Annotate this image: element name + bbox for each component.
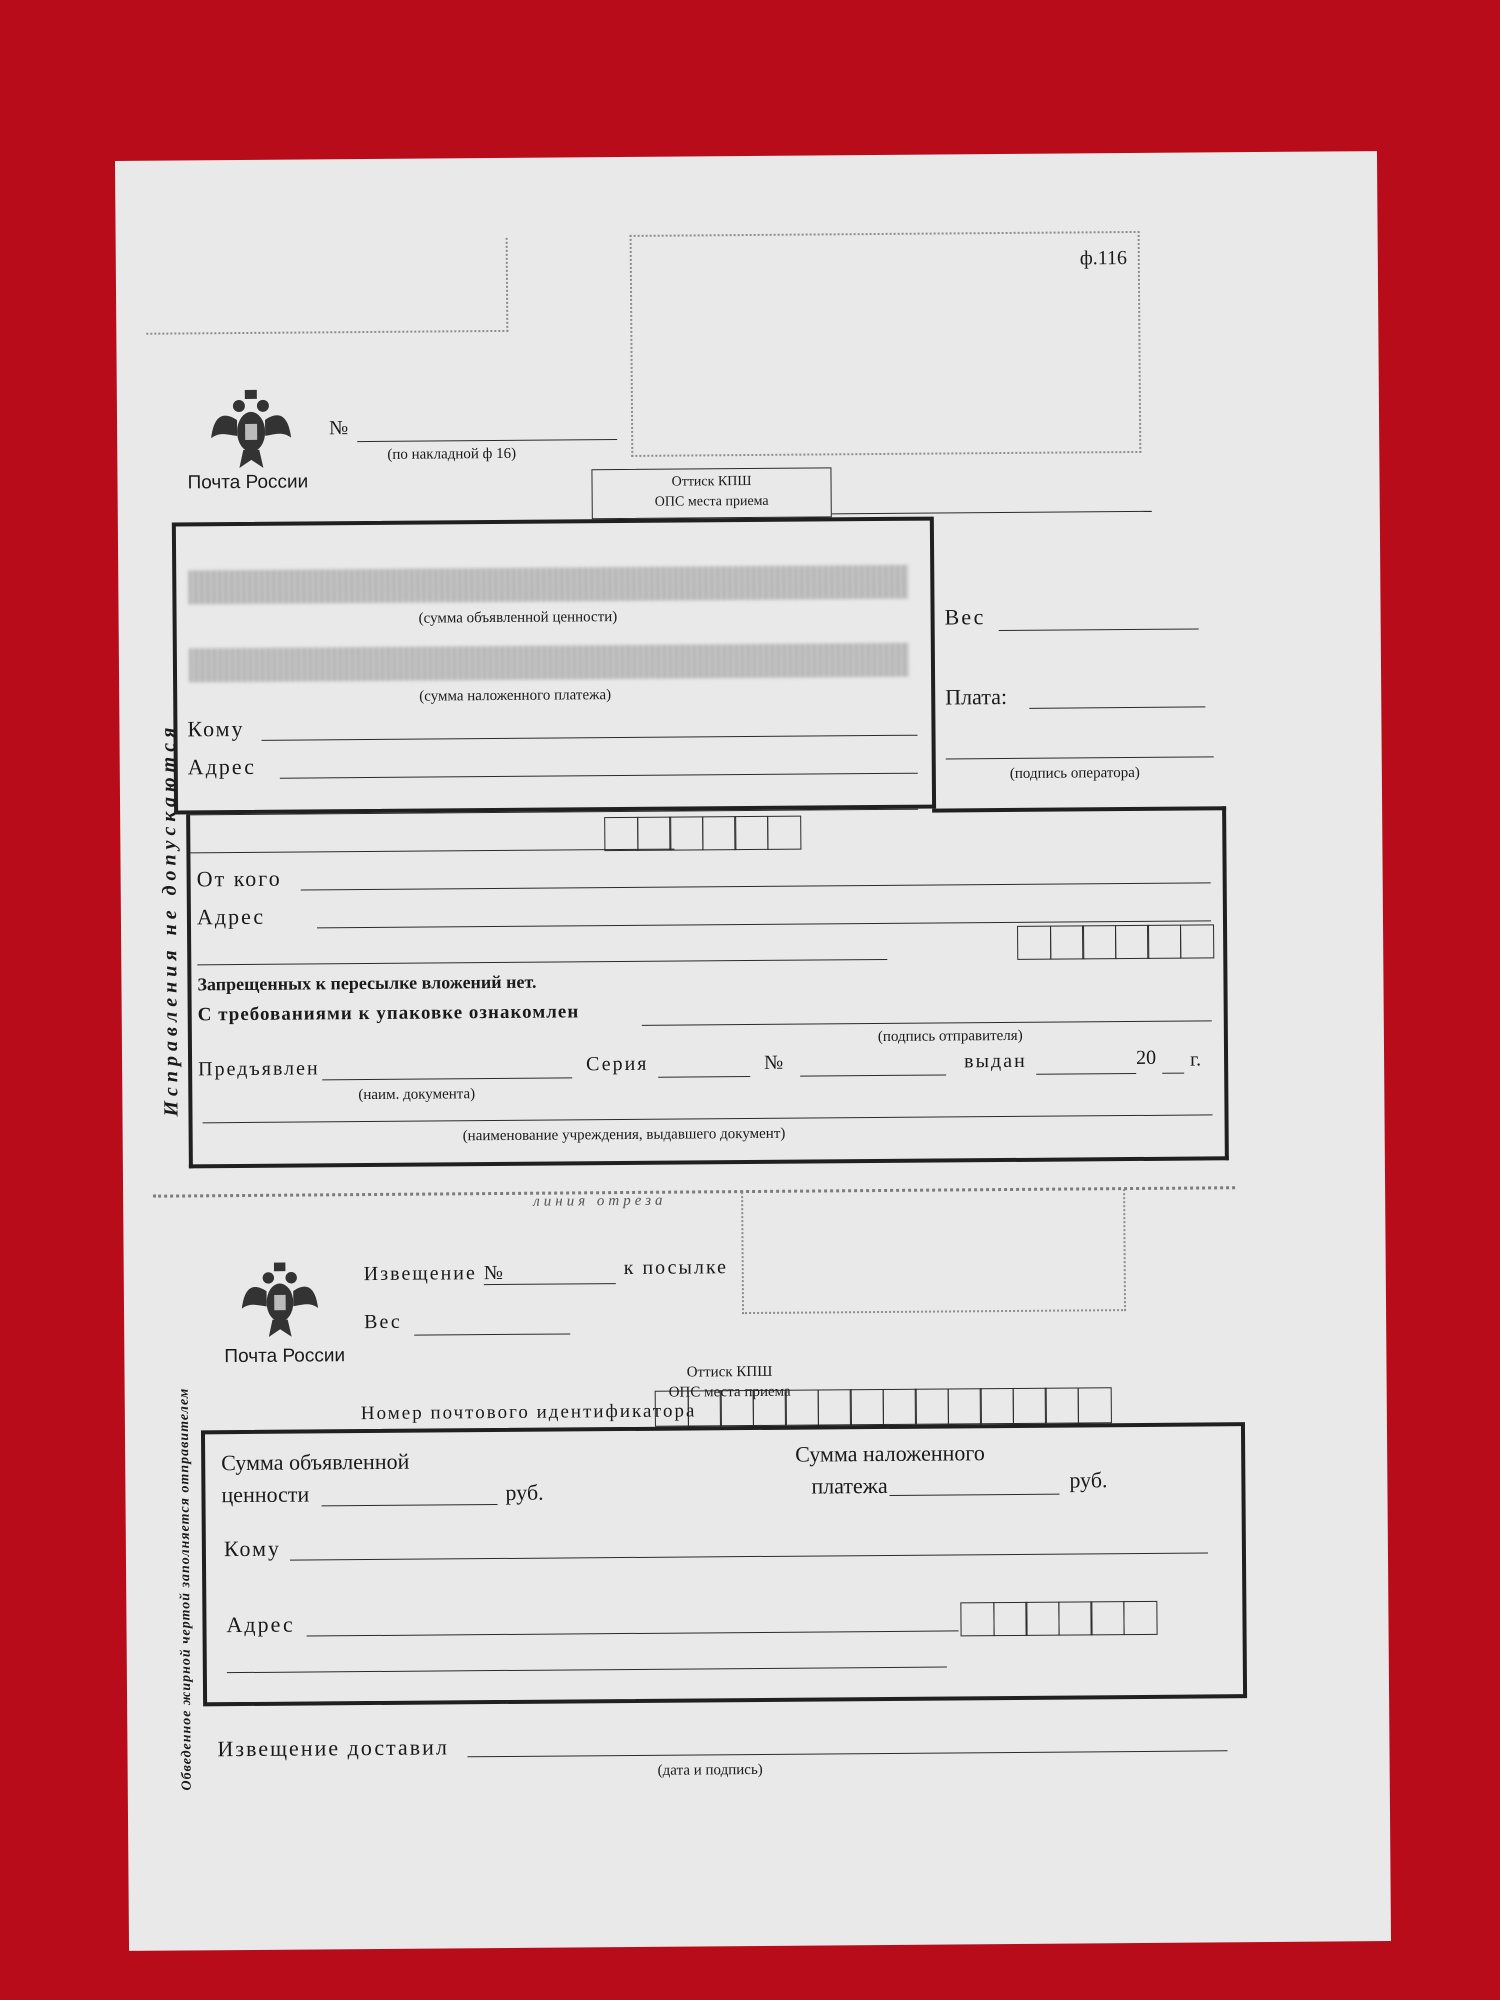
doc-number-label: № <box>764 1051 784 1074</box>
weight-line[interactable] <box>999 628 1199 631</box>
delivered-caption: (дата и подпись) <box>657 1761 763 1779</box>
form-code: ф.116 <box>1079 247 1128 270</box>
weight-label: Вес <box>944 604 986 630</box>
delivered-label: Извещение доставил <box>217 1734 449 1762</box>
postal-id-label: Номер почтового идентификатора <box>360 1400 697 1425</box>
notice-declared-label-2: ценности <box>221 1481 310 1508</box>
sender-sign-caption: (подпись отправителя) <box>877 1027 1023 1046</box>
year-line[interactable] <box>1162 1073 1184 1074</box>
notice-weight-line[interactable] <box>414 1333 570 1335</box>
postal-form-sheet <box>115 151 1391 1951</box>
notice-stamp-dotted-area <box>741 1189 1126 1314</box>
declared-value-field[interactable] <box>188 565 908 605</box>
waybill-number-caption: (по накладной ф 16) <box>387 445 517 463</box>
issued-label: выдан <box>964 1049 1027 1073</box>
notice-postcode-cells[interactable] <box>960 1601 1157 1637</box>
operator-sign-line[interactable] <box>946 756 1214 759</box>
postal-id-cells[interactable] <box>655 1387 1112 1427</box>
top-right-dotted-area <box>630 231 1142 457</box>
doc-name-caption: (наим. документа) <box>358 1086 476 1104</box>
notice-to-label: Кому <box>223 1535 282 1562</box>
sender-address-label: Адрес <box>196 903 266 930</box>
year-label: 20 <box>1135 1046 1157 1069</box>
notice-declared-rub: руб. <box>505 1479 544 1505</box>
recipient-to-label: Кому <box>187 715 245 742</box>
series-label: Серия <box>586 1052 649 1076</box>
stamp-right-line <box>832 511 1152 515</box>
year-suffix: г. <box>1189 1048 1202 1071</box>
notice-number-line[interactable] <box>484 1283 616 1285</box>
cod-amount-field[interactable] <box>189 643 909 683</box>
notice-declared-label-1: Сумма объявленной <box>221 1448 410 1476</box>
notice-parcel-label: к посылке <box>623 1256 729 1280</box>
double-headed-eagle-icon <box>240 1259 321 1340</box>
fee-label: Плата: <box>945 683 1008 710</box>
notice-brand-label: Почта России <box>224 1345 346 1368</box>
presented-label: Предъявлен <box>198 1057 320 1081</box>
notice-stamp-label: Оттиск КПШ ОПС места приема <box>668 1363 791 1401</box>
stamp-label: Оттиск КПШ ОПС места приема <box>654 473 769 510</box>
recipient-postcode-cells[interactable] <box>604 816 801 852</box>
double-headed-eagle-icon <box>209 388 294 471</box>
notice-cod-label-2: платежа <box>811 1472 888 1499</box>
packing-requirements-text: С требованиями к упаковке ознакомлен <box>197 1001 580 1026</box>
prohibited-items-text: Запрещенных к пересылке вложений нет. <box>197 971 537 995</box>
declared-value-caption: (сумма объявленной ценности) <box>418 609 618 627</box>
top-left-dotted-area <box>146 238 509 335</box>
cut-line-label: линия отреза <box>533 1192 667 1210</box>
notice-number-label: Извещение № <box>363 1261 506 1286</box>
notice-cod-label-1: Сумма наложенного <box>795 1440 985 1467</box>
delivered-line[interactable] <box>468 1750 1228 1757</box>
waybill-number-line <box>357 439 617 442</box>
fee-line[interactable] <box>1029 706 1205 708</box>
notice-weight-label: Вес <box>364 1310 402 1334</box>
notice-cod-rub: руб. <box>1069 1467 1108 1493</box>
recipient-address-label: Адрес <box>187 753 257 780</box>
sender-from-label: От кого <box>196 865 282 892</box>
notice-address-label: Адрес <box>226 1611 295 1638</box>
sender-fills-note: Обведенное жирной чертой заполняется отправителем <box>176 1387 195 1791</box>
no-corrections-note: Исправления не допускаются <box>157 722 183 1117</box>
operator-sign-caption: (подпись оператора) <box>1009 764 1140 782</box>
brand-label: Почта России <box>187 471 309 494</box>
cod-amount-caption: (сумма наложенного платежа) <box>419 687 612 705</box>
waybill-number-label: № <box>329 417 349 440</box>
issuer-caption: (наименование учреждения, выдавшего документ) <box>462 1125 786 1145</box>
sender-postcode-cells[interactable] <box>1017 924 1214 960</box>
